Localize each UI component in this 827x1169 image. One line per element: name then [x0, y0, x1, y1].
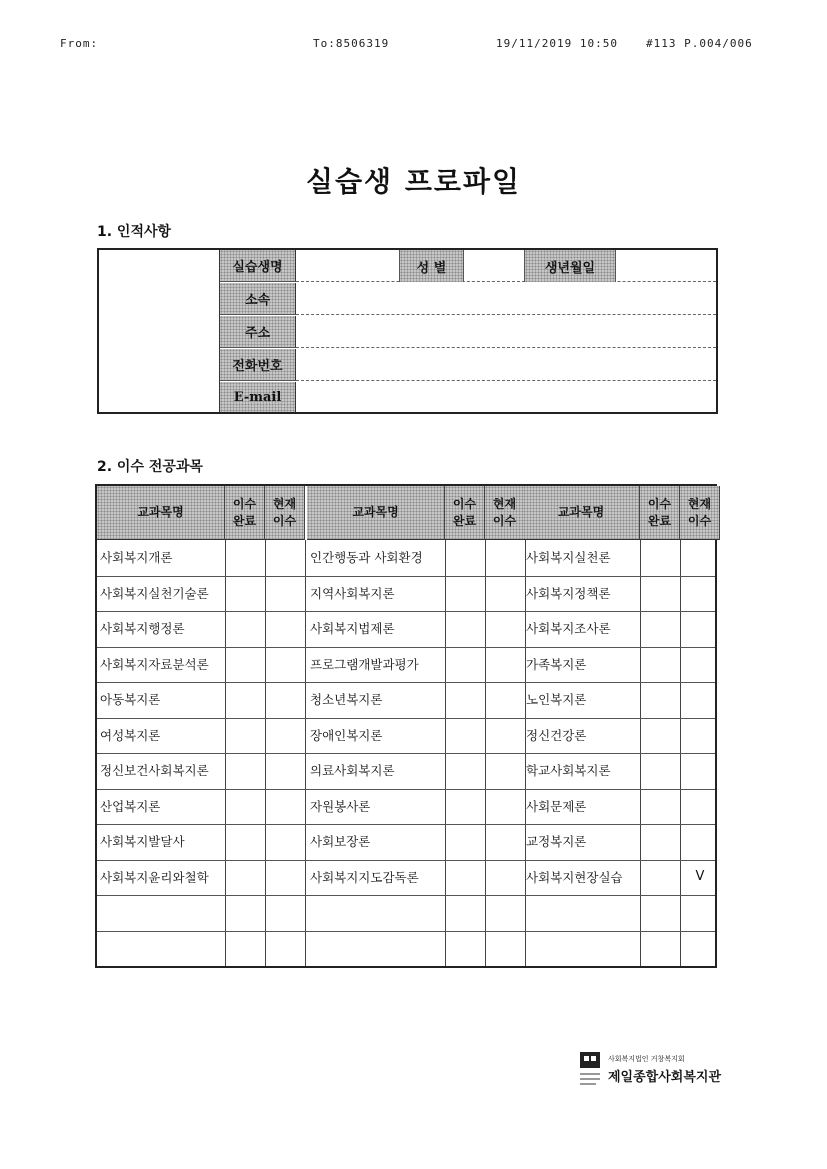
current-check-cell[interactable] [680, 895, 720, 929]
course-name-cell: 사회복지실천론 [526, 550, 611, 565]
current-check-cell[interactable] [265, 789, 305, 823]
header-course-name: 교과목명 [97, 486, 225, 540]
course-name-cell [523, 931, 639, 965]
label-phone: 전화번호 [220, 349, 296, 381]
completed-check-cell[interactable] [640, 682, 680, 716]
completed-check-cell[interactable] [640, 540, 680, 574]
course-name-cell: 사회복지현장실습 [526, 869, 623, 885]
completed-check-cell[interactable] [225, 647, 265, 681]
course-name-cell: 사회복지지도감독론 [310, 869, 419, 885]
header-completed: 이수 완료 [445, 486, 485, 540]
course-name-cell: 인간행동과 사회환경 [310, 550, 423, 565]
course-name-cell: 학교사회복지론 [526, 763, 611, 778]
completed-check-cell[interactable] [225, 611, 265, 645]
section-heading-personal: 1. 인적사항 [97, 224, 172, 240]
row-name [296, 250, 716, 282]
phone-field[interactable] [296, 349, 716, 381]
current-check-cell[interactable] [265, 647, 305, 681]
header-course-name: 교과목명 [523, 486, 640, 540]
completed-check-cell[interactable] [445, 931, 485, 965]
address-field[interactable] [296, 316, 716, 348]
course-name-cell: 사회문제론 [526, 798, 587, 814]
completed-check-cell[interactable] [225, 576, 265, 610]
completed-check-cell[interactable] [640, 718, 680, 752]
course-name-cell: 지역사회복지론 [310, 585, 395, 601]
course-name-cell: 사회복지실천기술론 [100, 585, 209, 601]
row-divider [97, 895, 715, 896]
completed-check-cell[interactable] [445, 611, 485, 645]
current-check-cell[interactable] [485, 931, 525, 965]
current-check-cell[interactable] [485, 895, 525, 929]
row-divider [97, 682, 715, 683]
header-current: 현재 이수 [680, 486, 720, 540]
current-check-cell[interactable] [680, 753, 720, 787]
completed-check-cell[interactable] [445, 718, 485, 752]
course-name-cell [97, 931, 224, 965]
current-check-cell[interactable] [265, 860, 305, 894]
current-check-cell[interactable] [680, 931, 720, 965]
current-check-cell[interactable] [680, 789, 720, 823]
course-name-cell: 청소년복지론 [310, 692, 383, 707]
fax-header [0, 37, 827, 53]
completed-check-cell[interactable] [640, 860, 680, 894]
row-divider [97, 753, 715, 754]
completed-check-cell[interactable] [445, 682, 485, 716]
current-check-cell[interactable] [265, 682, 305, 716]
current-check-cell[interactable] [680, 611, 720, 645]
current-check-cell[interactable] [680, 682, 720, 716]
course-name-cell: 사회복지행정론 [100, 621, 185, 636]
course-name-cell: 교정복지론 [526, 834, 587, 849]
completed-check-cell[interactable] [640, 789, 680, 823]
course-name-cell: 사회복지조사론 [526, 621, 611, 636]
label-address: 주소 [220, 316, 296, 348]
completed-check-cell[interactable] [640, 576, 680, 610]
label-email: E-mail [220, 382, 296, 412]
course-name-cell: 의료사회복지론 [310, 763, 395, 778]
org-emblem-icon [578, 1050, 604, 1086]
course-name-cell: 여성복지론 [100, 727, 161, 743]
course-name-cell: 가족복지론 [526, 656, 587, 672]
current-check-cell[interactable] [265, 895, 305, 929]
page-title: 실습생 프로파일 [305, 165, 522, 198]
current-check-cell[interactable] [485, 647, 525, 681]
org-logo [578, 1050, 728, 1090]
completed-check-cell[interactable] [445, 824, 485, 858]
completed-check-cell[interactable] [225, 789, 265, 823]
course-name-cell: 사회복지정책론 [526, 585, 611, 601]
row-divider [97, 931, 715, 932]
completed-check-cell[interactable] [445, 540, 485, 574]
completed-check-cell[interactable] [225, 718, 265, 752]
current-check-cell[interactable] [485, 789, 525, 823]
course-name-cell: 자원봉사론 [310, 798, 371, 814]
header-course-name: 교과목명 [307, 486, 445, 540]
row-divider [97, 789, 715, 790]
row-divider [97, 611, 715, 612]
course-name-cell: 장애인복지론 [310, 727, 383, 743]
header-current: 현재 이수 [485, 486, 525, 540]
row-divider [97, 576, 715, 577]
course-name-cell: 프로그램개발과평가 [310, 656, 419, 672]
course-name-cell: 사회복지법제론 [310, 621, 395, 636]
current-check-cell[interactable]: V [695, 869, 705, 884]
current-check-cell[interactable] [485, 540, 525, 574]
completed-check-cell[interactable] [225, 860, 265, 894]
current-check-cell[interactable] [680, 718, 720, 752]
current-check-cell[interactable] [265, 540, 305, 574]
label-affiliation: 소속 [220, 283, 296, 315]
completed-check-cell[interactable] [640, 611, 680, 645]
current-check-cell[interactable] [485, 576, 525, 610]
fax-datetime: 19/11/2019 10:50 [496, 37, 618, 50]
current-check-cell[interactable] [265, 753, 305, 787]
completed-check-cell[interactable] [445, 789, 485, 823]
current-check-cell[interactable] [680, 647, 720, 681]
course-name-cell [307, 931, 444, 965]
completed-check-cell[interactable] [640, 647, 680, 681]
current-check-cell[interactable] [265, 931, 305, 965]
course-name-cell: 사회보장론 [310, 834, 371, 849]
current-check-cell[interactable] [265, 611, 305, 645]
current-check-cell[interactable] [485, 824, 525, 858]
birthdate-field[interactable] [618, 250, 714, 282]
header-completed: 이수 완료 [640, 486, 680, 540]
course-name-cell: 정신건강론 [526, 727, 587, 743]
current-check-cell[interactable] [485, 860, 525, 894]
completed-check-cell[interactable] [225, 753, 265, 787]
fax-page-info: #113 P.004/006 [646, 37, 753, 50]
header-completed: 이수 완료 [225, 486, 265, 540]
course-name-cell: 아동복지론 [100, 692, 161, 707]
row-divider [97, 647, 715, 648]
completed-check-cell[interactable] [225, 682, 265, 716]
current-check-cell[interactable] [485, 753, 525, 787]
current-check-cell[interactable] [265, 824, 305, 858]
row-divider [97, 718, 715, 719]
email-field[interactable] [296, 382, 716, 412]
completed-check-cell[interactable] [640, 895, 680, 929]
header-current: 현재 이수 [265, 486, 305, 540]
org-name: 제일종합사회복지관 [608, 1070, 722, 1085]
current-check-cell[interactable] [265, 718, 305, 752]
name-field[interactable] [298, 250, 398, 282]
row-divider [97, 824, 715, 825]
current-check-cell[interactable] [680, 576, 720, 610]
courses-table [95, 484, 717, 968]
course-name-cell [307, 895, 444, 929]
completed-check-cell[interactable] [225, 540, 265, 574]
label-name: 실습생명 [220, 250, 296, 282]
course-name-cell [97, 895, 224, 929]
org-sub-name: 사회복지법인 거창복지회 [608, 1055, 685, 1063]
current-check-cell[interactable] [485, 718, 525, 752]
completed-check-cell[interactable] [445, 576, 485, 610]
photo-box [99, 250, 220, 412]
fax-to: To:8506319 [313, 37, 390, 50]
affiliation-field[interactable] [296, 283, 716, 315]
course-name-cell: 사회복지발달사 [100, 834, 185, 849]
label-birthdate: 생년월일 [524, 250, 616, 282]
completed-check-cell[interactable] [640, 824, 680, 858]
course-name-cell: 산업복지론 [100, 798, 161, 814]
course-name-cell: 정신보건사회복지론 [100, 763, 209, 778]
section-heading-courses: 2. 이수 전공과목 [97, 459, 203, 475]
course-name-cell [523, 895, 639, 929]
completed-check-cell[interactable] [445, 647, 485, 681]
current-check-cell[interactable] [680, 540, 720, 574]
current-check-cell[interactable] [680, 824, 720, 858]
course-name-cell: 사회복지윤리와철학 [100, 869, 209, 885]
personal-info-table [97, 248, 718, 414]
label-gender: 성 별 [399, 250, 464, 282]
completed-check-cell[interactable] [225, 931, 265, 965]
completed-check-cell[interactable] [225, 895, 265, 929]
gender-field[interactable] [466, 250, 522, 282]
course-name-cell: 사회복지자료분석론 [100, 656, 209, 672]
row-divider [97, 860, 715, 861]
completed-check-cell[interactable] [640, 753, 680, 787]
current-check-cell[interactable] [485, 611, 525, 645]
course-name-cell: 사회복지개론 [100, 550, 173, 565]
completed-check-cell[interactable] [445, 860, 485, 894]
completed-check-cell[interactable] [445, 753, 485, 787]
completed-check-cell[interactable] [445, 895, 485, 929]
completed-check-cell[interactable] [225, 824, 265, 858]
current-check-cell[interactable] [485, 682, 525, 716]
completed-check-cell[interactable] [640, 931, 680, 965]
course-name-cell: 노인복지론 [526, 692, 587, 707]
fax-from: From: [60, 37, 99, 50]
current-check-cell[interactable] [265, 576, 305, 610]
